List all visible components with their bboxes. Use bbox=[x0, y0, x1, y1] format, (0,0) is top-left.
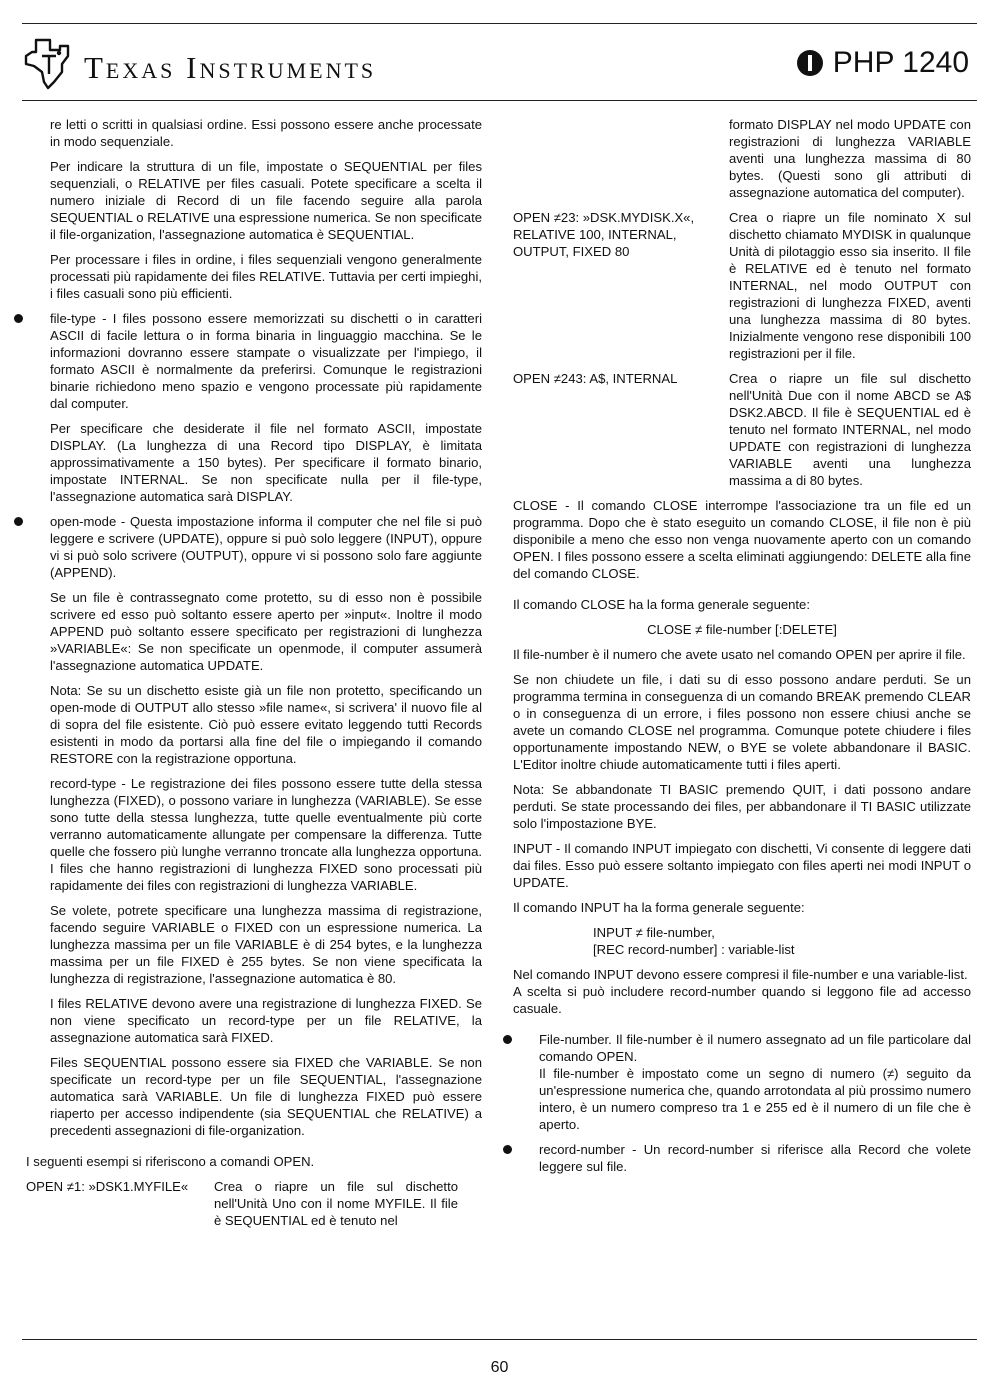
top-rule bbox=[22, 23, 977, 24]
bullet-text: open-mode - Questa impostazione informa il computer che nel file si può leggere e scrivere (UPDATE), oppure si può solo leggere (INPUT), oppure vi si può solo scrivere (OUTPUT), oppure vi si possono solo fare aggiunte (APPEND). bbox=[50, 514, 482, 580]
syntax-line: INPUT ≠ file-number, bbox=[593, 925, 715, 940]
paragraph: I seguenti esempi si riferiscono a comandi OPEN. bbox=[26, 1154, 315, 1169]
paragraph: Se un file è contrassegnato come protetto, su di esso non è possibile scrivere ed esso può soltanto essere aperto per »input«. Inoltre il modo APPEND può soltanto essere specificato per registrazioni di lunghezza »VARIABLE«: Se non specificate un openmode, il computer assumerà l'assegnazione automatica UPDATE. bbox=[50, 590, 482, 673]
bullet-item bbox=[50, 513, 482, 581]
paragraph: Per specificare che desiderate il file nel formato ASCII, impostate DISPLAY. (La lunghezza di una Record tipo DISPLAY, è limitata approssimativamente a 150 bytes). Per specificare il formato binario, impostate INTERNAL. Se non specificate nulla per il file-type, l'assegnazione automatica sarà DISPLAY. bbox=[50, 421, 482, 504]
paragraph: Per indicare la struttura di un file, impostate o SEQUENTIAL per files sequenziali, o RELATIVE per files casuali. Potete specificare a scelta il numero iniziale di Record di un file facendo seguire alla parola SEQUENTIAL o RELATIVE una espressione numerica. Se non specificate il file-organization, l'assegnazione automatica è SEQUENTIAL. bbox=[50, 159, 482, 242]
example-description: Crea o riapre un file nominato X sul dischetto chiamato MYDISK in qualunque Unità di pilotaggio esso sia inserito. Il file è RELATIVE ed è tenuto nel formato INTERNAL, nel modo OUTPUT con registrazioni di lunghezza FIXED, aventi una lunghezza massima di 80 bytes. Inizialmente vengono rese disponibili 100 registrazioni per il file. bbox=[729, 210, 971, 361]
paragraph: I files RELATIVE devono avere una registrazione di lunghezza FIXED. Se non viene specificato un record-type per un file RELATIVE, la assegnazione automatica sarà FIXED. bbox=[50, 996, 482, 1045]
example-row bbox=[513, 209, 971, 362]
model-bullet-icon bbox=[797, 50, 823, 76]
paragraph: Il file-number è impostato come un segno di numero (≠) seguito da un'espressione numerica che, quando arrotondata al più prossimo numero intero, è un numero compreso tra 1 e 255 ed è il numero di un file che è aperto. bbox=[539, 1066, 971, 1132]
page-header bbox=[22, 30, 977, 100]
paragraph: Nel comando INPUT devono essere compresi il file-number e una variable-list. bbox=[513, 967, 968, 982]
bullet-item bbox=[539, 1141, 971, 1175]
syntax-line: CLOSE ≠ file-number [:DELETE] bbox=[647, 622, 837, 637]
example-row bbox=[26, 1178, 482, 1229]
example-description: Crea o riapre un file sul dischetto nell'Unità Uno con il nome MYFILE. Il file è SEQUENTIAL ed è tenuto nel bbox=[214, 1179, 458, 1228]
paragraph: A scelta si può includere record-number quando si leggono file ad accesso casuale. bbox=[513, 984, 971, 1016]
bullet-icon bbox=[503, 1145, 512, 1154]
paragraph: re letti o scritti in qualsiasi ordine. Essi possono essere anche processate in modo sequenziale. bbox=[50, 117, 482, 149]
bullet-icon bbox=[14, 314, 23, 323]
example-row bbox=[513, 370, 971, 489]
bullet-item bbox=[50, 310, 482, 412]
example-command: OPEN ≠1: »DSK1.MYFILE« bbox=[26, 1179, 189, 1194]
paragraph: record-type - Le registrazione dei files possono essere tutte della stessa lunghezza (FIXED), o possono variare in lunghezza (VARIABLE). Se esse sono tutte della stessa lunghezza, tutte quelle eventualmente più corte verranno automaticamente allungate per compensare la differenza. Tutte quelle che fossero più lunghe verranno troncate alla lunghezza opportuna. I files che hanno registrazioni di lunghezza FIXED sono processati più rapidamente dei files con registrazioni di lunghezza VARIABLE. bbox=[50, 776, 482, 893]
brand-name: Texas Instruments bbox=[84, 50, 377, 85]
header-rule bbox=[22, 100, 977, 101]
example-description: formato DISPLAY nel modo UPDATE con registrazioni di lunghezza VARIABLE aventi una lunghezza massima di 80 bytes. (Questi sono gli attributi di assegnazione automatica del computer). bbox=[729, 117, 971, 200]
paragraph: Il comando CLOSE ha la forma generale seguente: bbox=[513, 597, 810, 612]
bullet-text: file-type - I files possono essere memorizzati su dischetti o in caratteri ASCII di facile lettura o in forma binaria in linguaggio macchina. Se le informazioni dovranno essere stampate o visualizzate per l'impiego, il formato ASCII è normalmente da preferirsi. Comunque le registrazioni binarie richiedono meno spazio e vengono processate più rapidamente dal computer. bbox=[50, 311, 482, 411]
note-paragraph: Nota: Se su un dischetto esiste già un file non protetto, specificando un open-mode di OUTPUT allo stesso »file name«, si scrivera' il nuovo file al di sopra del file esistente. Ciò può essere evitato leggendo tutti Records esistenti in modo da portarsi alla fine del file o impiegando il comando RESTORE con la registrazione opportuna. bbox=[50, 683, 482, 766]
paragraph: Files SEQUENTIAL possono essere sia FIXED che VARIABLE. Se non specificate un record-type per un file SEQUENTIAL, l'assegnazione automatica sarà VARIABLE. Un file di lunghezza FIXED può essere riaperto per accesso indipendente (sia SEQUENTIAL che RELATIVE) a precedenti assegnazioni di file-organization. bbox=[50, 1055, 482, 1138]
bullet-icon bbox=[503, 1035, 512, 1044]
bullet-text: File-number. Il file-number è il numero assegnato ad un file particolare dal comando OPEN. bbox=[539, 1032, 971, 1064]
paragraph: Per processare i files in ordine, i files sequenziali vengono generalmente processati più rapidamente dei files RELATIVE. Tuttavia per certi impieghi, i files casuali sono più efficienti. bbox=[50, 252, 482, 301]
paragraph: CLOSE - Il comando CLOSE interrompe l'associazione tra un file ed un programma. Dopo che è stato eseguito un comando CLOSE, il file non è più disponibile a meno che esso non venga nuovamente aperto con un comando OPEN. I files possono essere a scelta eliminati aggiungendo: DELETE alla fine del comando CLOSE. bbox=[513, 498, 971, 581]
page-number: 60 bbox=[490, 1359, 509, 1376]
example-description: Crea o riapre un file sul dischetto nell'Unità Due con il nome ABCD se A$ DSK2.ABCD. Il file è SEQUENTIAL ed è tenuto nel formato INTERNAL, nel modo UPDATE con registrazioni di lunghezza VARIABLE aventi una lunghezza massima a di 80 bytes. bbox=[729, 371, 971, 488]
note-paragraph: Nota: Se abbandonate TI BASIC premendo QUIT, i dati possono andare perduti. Se state processando dei files, per abbandonare il TI BASIC utilizzate solo l'impostazione BYE. bbox=[513, 782, 971, 831]
footer-rule bbox=[22, 1339, 977, 1340]
bullet-text: record-number - Un record-number si riferisce alla Record che volete leggere sul file. bbox=[539, 1142, 971, 1174]
paragraph: Il file-number è il numero che avete usato nel comando OPEN per aprire il file. bbox=[513, 647, 966, 662]
example-row bbox=[513, 116, 971, 201]
bullet-item bbox=[539, 1031, 971, 1065]
bullet-icon bbox=[14, 517, 23, 526]
paragraph: Il comando INPUT ha la forma generale seguente: bbox=[513, 900, 805, 915]
texas-instruments-logo-icon bbox=[22, 36, 74, 92]
model-label bbox=[797, 46, 969, 80]
syntax-line: [REC record-number] : variable-list bbox=[593, 942, 795, 957]
left-column bbox=[26, 116, 482, 1237]
paragraph: Se volete, potrete specificare una lunghezza massima di registrazione, facendo seguire VARIABLE o FIXED con un espressione numerica. La lunghezza massima per un file VARIABLE è di 254 bytes, e la lunghezza massima per un file FIXED è 255 bytes. Se non viene specificata la lunghezza di registrazione, l'assegnazione automatica è 80. bbox=[50, 903, 482, 986]
paragraph: Se non chiudete un file, i dati su di esso possono andare perduti. Se un programma termina in conseguenza di un comando BREAK premendo CLEAR o in conseguenza di un errore, i files possono non essere chiusi anche se avete un comando CLOSE nel programma. Comunque potete chiudere i files opportunamente impostando NEW, o BYE se volete abbandonare il BASIC. L'Editor inoltre chiude automaticamente tutti i files aperti. bbox=[513, 672, 971, 772]
right-column bbox=[513, 116, 971, 1183]
example-command: OPEN ≠23: »DSK.MYDISK.X«, RELATIVE 100, INTERNAL, OUTPUT, FIXED 80 bbox=[513, 210, 695, 259]
paragraph: INPUT - Il comando INPUT impiegato con dischetti, Vi consente di leggere dati dai files. Esso può essere soltanto impiegato con files aperti nei modi INPUT o UPDATE. bbox=[513, 841, 971, 890]
model-name: PHP 1240 bbox=[832, 46, 969, 79]
example-command: OPEN ≠243: A$, INTERNAL bbox=[513, 371, 678, 386]
